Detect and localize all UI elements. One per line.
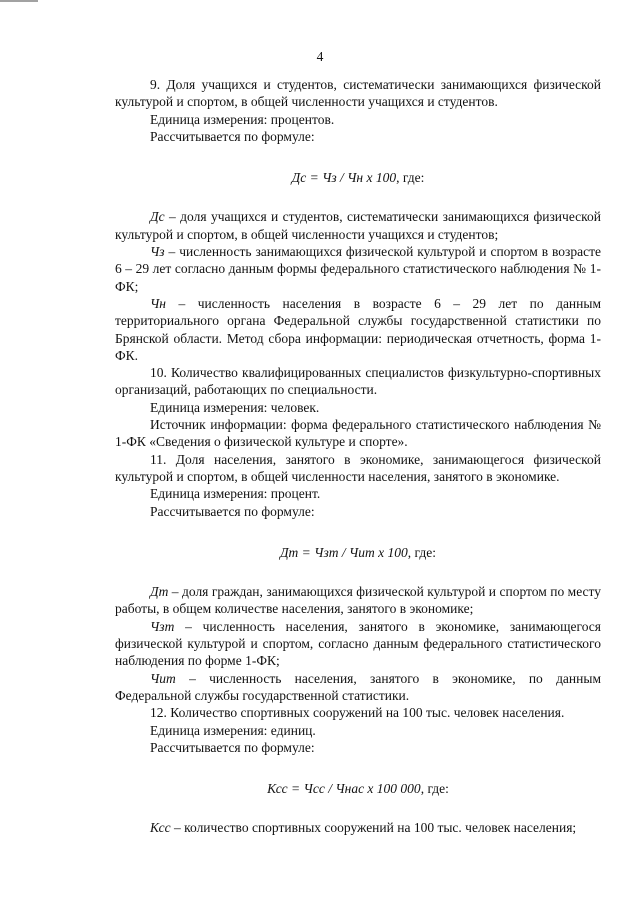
item-9-title: 9. Доля учащихся и студентов, систематически занимающихся физической культурой и спортом, в общей численности учащихся и студентов. <box>115 77 601 110</box>
definition-text: – численность населения, занятого в экономике, по данным Федеральной службы государственной статистики. <box>115 670 601 703</box>
item-9-definition-dc <box>115 208 601 243</box>
item-12-unit: Единица измерения: единиц. <box>150 722 316 738</box>
item-10-unit: Единица измерения: человек. <box>150 399 320 415</box>
item-11-definition-dt <box>115 583 601 618</box>
definition-term: Чит <box>150 670 176 686</box>
item-9-definition-chn <box>115 295 601 364</box>
scan-corner-mark <box>0 0 38 6</box>
definition-text: – доля учащихся и студентов, систематически занимающихся физической культурой и спортом, в общей численности учащихся и студентов; <box>115 209 601 242</box>
definition-text: – доля граждан, занимающихся физической культурой и спортом по месту работы, в общем количестве населения, занятого в экономике; <box>115 584 601 617</box>
definition-text: – численность населения, занятого в экономике, занимающегося физической культурой и спортом, согласно данным федерального статистического наблюдения по форме 1-ФК; <box>115 618 601 669</box>
item-11-unit: Единица измерения: процент. <box>150 486 321 502</box>
item-9-unit: Единица измерения: процентов. <box>150 111 335 127</box>
item-12-calc-label: Рассчитывается по формуле: <box>150 739 315 755</box>
page-number: 4 <box>316 49 324 64</box>
item-11-formula-expr: Дт = Чзт / Чит х 100 <box>279 544 408 560</box>
item-11-definition-chit <box>115 670 601 705</box>
definition-text: – численность населения в возрасте 6 – 29 лет по данным территориального органа Федеральной службы государственной статистики по Брянской области. Метод сбора информации: периодическая отчетность, форма 1-ФК. <box>115 295 601 363</box>
definition-text: – численность занимающихся физической культурой и спортом в возрасте 6 – 29 лет согласно данным формы федерального статистического наблюдения № 1-ФК; <box>115 244 601 294</box>
definition-term: Дс <box>150 209 165 225</box>
item-11-formula-suffix: , где: <box>407 544 437 560</box>
item-12-formula-expr: Ксс = Чсс / Чнас х 100 000 <box>267 781 421 797</box>
item-11-definition-chzt <box>115 618 601 670</box>
item-12-formula-suffix: , где: <box>420 781 449 797</box>
definition-term: Чн <box>150 295 166 311</box>
definition-term: Дт <box>150 584 169 600</box>
item-10-source: Источник информации: форма федерального статистического наблюдения № 1-ФК «Сведения о физической культуре и спорте». <box>115 417 601 450</box>
item-9-formula-suffix: , где: <box>396 170 425 186</box>
item-12-definition-kss <box>115 819 601 836</box>
definition-term: Чзт <box>150 618 175 634</box>
document-body <box>115 76 601 837</box>
item-11-calc-label: Рассчитывается по формуле: <box>150 503 315 519</box>
definition-term: Чз <box>150 244 165 260</box>
item-11-title: 11. Доля населения, занятого в экономике, занимающегося физической культурой и спортом, в общей численности населения, занятого в экономике. <box>115 451 601 484</box>
item-10-title: 10. Количество квалифицированных специалистов физкультурно-спортивных организаций, работающих по специальности. <box>115 365 601 398</box>
item-12-title: 12. Количество спортивных сооружений на 100 тыс. человек населения. <box>150 705 565 721</box>
item-9-formula-expr: Дс = Чз / Чн х 100 <box>291 170 397 186</box>
item-12-formula <box>115 780 601 797</box>
item-9-formula <box>115 169 601 186</box>
item-9-calc-label: Рассчитывается по формуле: <box>150 128 315 144</box>
item-9-definition-chz <box>115 243 601 295</box>
item-11-formula <box>115 544 601 561</box>
definition-text: – количество спортивных сооружений на 100 тыс. человек населения; <box>170 820 577 836</box>
definition-term: Ксс <box>150 820 171 836</box>
